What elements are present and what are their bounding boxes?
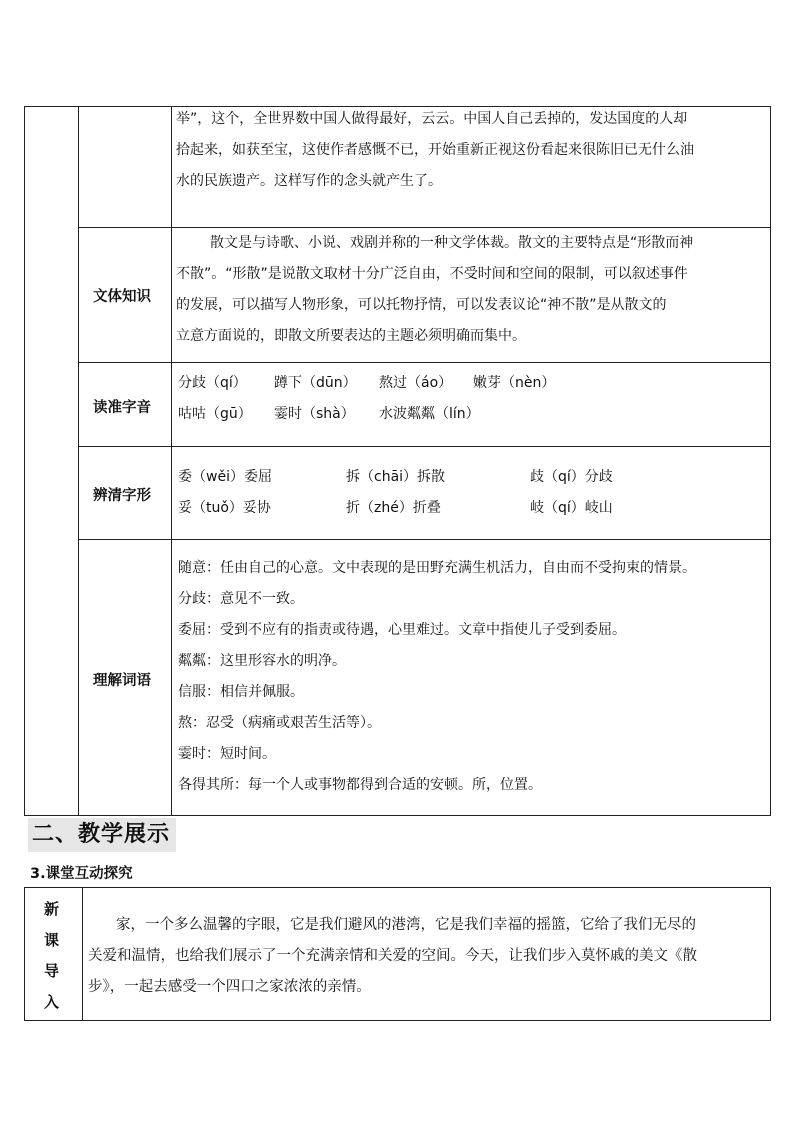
shape-item: 歧（qí）分歧 [530,469,613,485]
pronounce-item: 蹲下（dūn） [274,375,357,391]
pronounce-item: 霎时（shà） [274,406,355,422]
pronounce-item: 分歧（qí） [178,375,247,391]
label-char: 新 [44,900,60,918]
shape-item: 妥（tuǒ）妥协 [178,500,271,516]
section-subtitle: 3.课堂互动探究 [30,866,133,882]
shape-item: 拆（chāi）拆散 [346,469,446,485]
pronounce-item: 咕咕（gū） [178,406,252,422]
vocab-item: 熬：忍受（病痛或艰苦生活等）。 [178,715,381,731]
genre-line: 的发展，可以描写人物形象，可以托物抒情，可以发表议论“神不散”是从散文的 [176,297,667,313]
genre-line: 不散”。“形散”是说散文取材十分广泛自由，不受时间和空间的限制，可以叙述事件 [176,266,688,282]
section-title: 二、教学展示 [28,818,176,852]
vocab-item: 粼粼：这里形容水的明净。 [178,653,346,669]
vocab-item: 信服：相信并佩服。 [178,684,304,700]
vocab-item: 随意：任由自己的心意。文中表现的是田野充满生机活力，自由而不受拘束的情景。 [178,560,696,576]
pronounce-item: 水波粼粼（lín） [379,406,480,422]
shape-item: 折（zhé）折叠 [346,500,441,516]
vocab-item: 各得其所：每一个人或事物都得到合适的安顿。所，位置。 [178,777,542,793]
vocab-label: 理解词语 [93,673,151,689]
vocab-item: 委屈：受到不应有的指责或待遇，心里难过。文章中指使儿子受到委屈。 [178,622,626,638]
pronounce-label: 读准字音 [93,400,151,416]
shape-item: 岐（qí）岐山 [530,500,613,516]
vocab-item: 分歧：意见不一致。 [178,591,304,607]
pronounce-item: 熬过（áo） [379,375,453,391]
genre-line: 散文是与诗歌、小说、戏剧并称的一种文学体裁。散文的主要特点是“形散而神 [210,235,694,251]
intro-line: 水的民族遗产。这样写作的念头就产生了。 [176,173,442,189]
label-char: 课 [44,931,60,949]
new-lesson-line: 家，一个多么温馨的字眼，它是我们避风的港湾，它是我们幸福的摇篮，它给了我们无尽的 [116,917,696,933]
new-lesson-line: 步》，一起去感受一个四口之家浓浓的亲情。 [88,979,371,995]
shape-item: 委（wěi）委屈 [178,469,272,485]
new-lesson-line: 关爱和温情，也给我们展示了一个充满亲情和关爱的空间。今天，让我们步入莫怀戚的美文《散 [88,948,697,964]
shapes-label: 辨清字形 [93,488,151,504]
genre-line: 立意方面说的，即散文所要表达的主题必须明确而集中。 [176,328,526,344]
label-char: 导 [44,962,60,980]
intro-line: 拾起来，如获至宝，这使作者感慨不已，开始重新正视这份看起来很陈旧已无什么油 [176,142,694,158]
pronounce-item: 嫩芽（nèn） [473,375,556,391]
intro-line: 举”，这个，全世界数中国人做得最好，云云。中国人自己丢掉的，发达国度的人却 [176,111,688,127]
genre-label: 文体知识 [93,289,151,305]
label-char: 入 [44,993,60,1011]
vocab-item: 霎时：短时间。 [178,746,276,762]
